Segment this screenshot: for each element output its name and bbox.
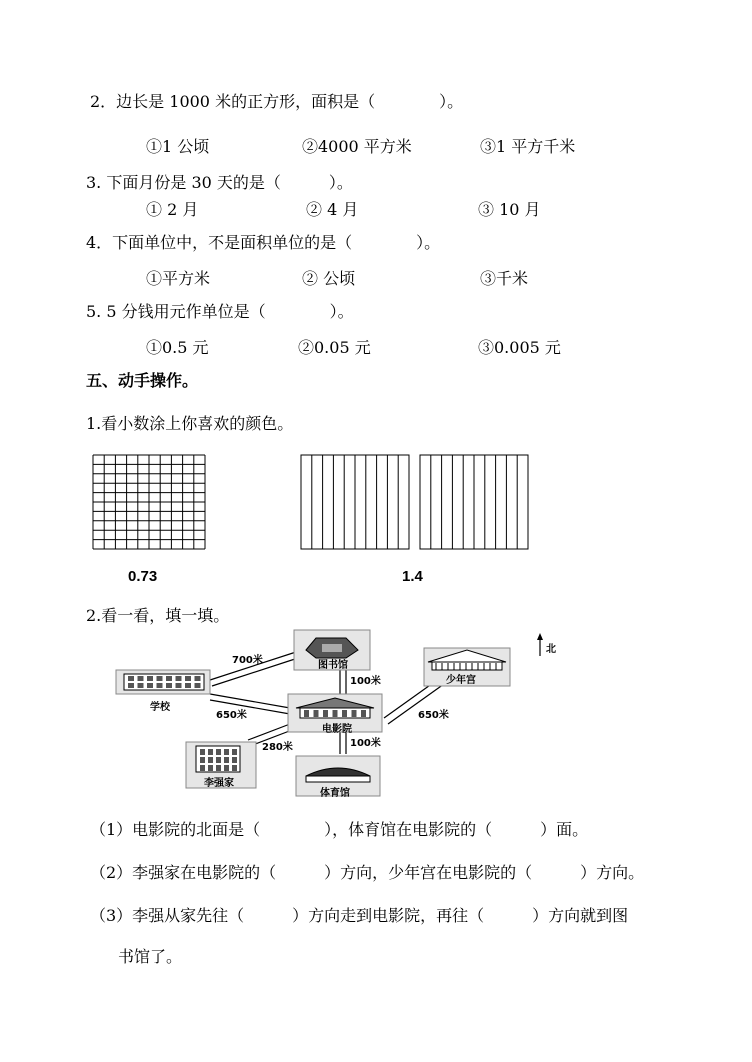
school-building [116, 670, 210, 694]
question-2-stem: 2．边长是 1000 米的正方形，面积是（ ）。 [90, 92, 464, 111]
gym-label: 体育馆 [320, 788, 350, 798]
distance-school-library: 700米 [232, 655, 263, 666]
question-5-option-b: ②0.05 元 [298, 338, 371, 357]
cinema-label: 电影院 [322, 724, 352, 735]
question-2-option-b: ②4000 平方米 [302, 137, 412, 156]
question-4-stem: 4．下面单位中，不是面积单位的是（ ）。 [86, 233, 441, 252]
map-question-1: （1）电影院的北面是（ ），体育馆在电影院的（ ）面。 [90, 820, 589, 839]
hundred-grid [92, 454, 206, 550]
tenths-strips [300, 454, 530, 550]
distance-youth-cinema: 650米 [418, 710, 449, 721]
question-4-option-a: ①平方米 [146, 269, 211, 288]
direction-map [110, 628, 590, 798]
question-5-option-c: ③0.005 元 [478, 338, 561, 357]
question-3-option-c: ③ 10 月 [478, 200, 541, 219]
decimal-label-073: 0.73 [128, 568, 158, 585]
question-2-option-a: ①1 公顷 [146, 137, 210, 156]
north-arrow-icon [537, 633, 543, 656]
part-2-prompt: 2.看一看，填一填。 [86, 606, 230, 625]
question-3-stem: 3. 下面月份是 30 天的是（ ）。 [86, 173, 353, 192]
part-1-prompt: 1.看小数涂上你喜欢的颜色。 [86, 414, 294, 433]
map-question-2: （2）李强家在电影院的（ ）方向，少年宫在电影院的（ ）方向。 [90, 863, 645, 882]
distance-library-cinema: 100米 [350, 676, 381, 687]
map-question-3b: 书馆了。 [118, 947, 183, 966]
north-label: 北 [546, 644, 556, 655]
question-5-option-a: ①0.5 元 [146, 338, 209, 357]
distance-school-cinema: 650米 [216, 710, 247, 721]
library-label: 图书馆 [318, 660, 348, 671]
question-3-option-b: ② 4 月 [306, 200, 359, 219]
section-5-title: 五、动手操作。 [86, 373, 199, 390]
decimal-label-14: 1.4 [402, 568, 423, 585]
question-4-option-b: ② 公顷 [302, 269, 356, 288]
home-label: 李强家 [204, 778, 234, 789]
question-2-option-c: ③1 平方千米 [480, 137, 576, 156]
question-4-option-c: ③千米 [480, 269, 529, 288]
youth-palace-label: 少年宫 [446, 675, 476, 686]
map-question-3a: （3）李强从家先往（ ）方向走到电影院，再往（ ）方向就到图 [90, 906, 629, 925]
distance-home-cinema: 280米 [262, 742, 293, 753]
question-3-option-a: ① 2 月 [146, 200, 199, 219]
distance-cinema-gym: 100米 [350, 738, 381, 749]
question-5-stem: 5. 5 分钱用元作单位是（ ）。 [86, 302, 354, 321]
school-label: 学校 [150, 702, 170, 713]
